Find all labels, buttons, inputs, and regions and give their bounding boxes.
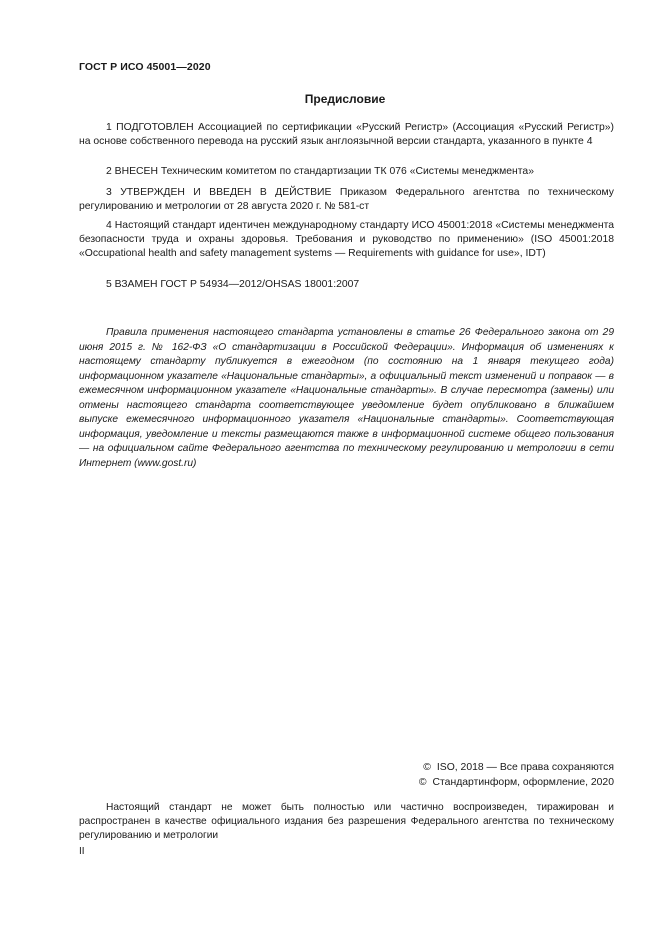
- page-number: II: [79, 846, 85, 857]
- paragraph-4-block: [79, 219, 614, 261]
- paragraph-4: 4 Настоящий стандарт идентичен международному стандарту ИСО 45001:2018 «Системы менеджмента безопасности труда и охраны здоровья. Требования и руководство по применению» (ISO 45001:2018 «Occupational health and safety management systems — Requirements with guidance for use», IDT): [79, 220, 614, 259]
- paragraph-2-block: [79, 165, 614, 179]
- paragraph-3-block: [79, 186, 614, 214]
- copyright-publisher-text: Стандартинформ, оформление, 2020: [432, 777, 614, 788]
- paragraph-5: 5 ВЗАМЕН ГОСТ Р 54934—2012/OHSAS 18001:2007: [106, 279, 360, 290]
- copyright-symbol: ©: [423, 762, 431, 773]
- paragraph-3: 3 УТВЕРЖДЕН И ВВЕДЕН В ДЕЙСТВИЕ Приказом Федерального агентства по техническому регулированию и метрологии от 28 августа 2020 г. № 581-ст: [79, 187, 614, 212]
- standard-usage-notice: Правила применения настоящего стандарта установлены в статье 26 Федерального закона от 29 июня 2015 г. № 162-ФЗ «О стандартизации в Российской Федерации». Информация об изменениях к настоящему стандарту публикуется в ежегодном (по состоянию на 1 января текущего года) информационном указателе «Национальные стандарты», а официальный текст изменений и поправок — в ежемесячном информационном указателе «Национальные стандарты». В случае пересмотра (замены) или отмены настоящего стандарта соответствующее уведомление будет опубликовано в ближайшем выпуске ежемесячного информационного указателя «Национальные стандарты». Соответствующая информация, уведомление и тексты размещаются также в информационной системе общего пользования — на официальном сайте Федерального агентства по техническому регулированию и метрологии в сети Интернет (www.gost.ru): [79, 327, 614, 469]
- document-code: ГОСТ Р ИСО 45001—2020: [79, 61, 211, 73]
- copyright-iso-text: ISO, 2018 — Все права сохраняются: [436, 762, 614, 773]
- copyright-iso: [384, 762, 614, 773]
- reproduction-notice: Настоящий стандарт не может быть полностью или частично воспроизведен, тиражирован и распространен в качестве официального издания без разрешения Федерального агентства по техническому регулированию и метрологии: [79, 802, 614, 841]
- copyright-symbol: ©: [418, 777, 427, 788]
- page-title: Предисловие: [304, 92, 386, 106]
- paragraph-5-block: [79, 278, 614, 292]
- paragraph-1: 1 ПОДГОТОВЛЕН Ассоциацией по сертификации «Русский Регистр» (Ассоциация «Русский Регистр») на основе собственного перевода на русский язык англоязычной версии стандарта, указанного в пункте 4: [79, 122, 614, 147]
- paragraph-2: 2 ВНЕСЕН Техническим комитетом по стандартизации ТК 076 «Системы менеджмента»: [106, 166, 534, 177]
- paragraph-1-block: [79, 121, 614, 149]
- copyright-publisher: [384, 777, 614, 788]
